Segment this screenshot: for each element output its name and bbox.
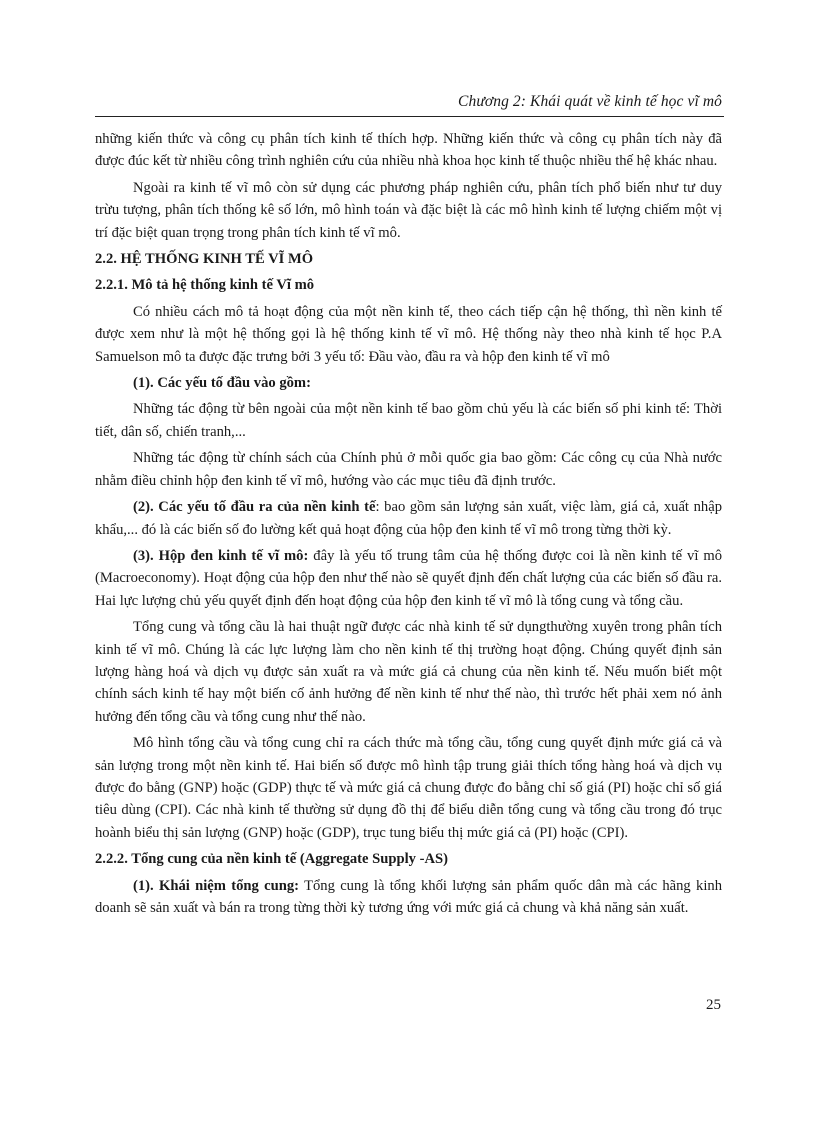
black-box-label: (3). Hộp đen kinh tế vĩ mô:	[133, 547, 309, 564]
chapter-header: Chương 2: Khái quát về kinh tế học vĩ mô	[458, 93, 722, 110]
paragraph-aggregate-supply-demand: Tổng cung và tổng cầu là hai thuật ngữ được các nhà kinh tế sử dụngthường xuyên trong phân tích kinh tế vĩ mô. Chúng là các lực lượng làm cho nền kinh tế thị trường hoạt động. Chúng quyết định sản lượng hàng hoá và dịch vụ được sản xuất ra và mức giá cả chung của nền kinh tế. Nếu muốn biết một chính sách kinh tế hay một biến cố ảnh hưởng đế nền kinh tế như thế nào, thì trước hết phải xem nó ảnh hưởng đến tổng cầu và tổng cung như thế nào.	[95, 619, 722, 725]
paragraph-methods: Ngoài ra kinh tế vĩ mô còn sử dụng các phương pháp nghiên cứu, phân tích phổ biến như tư duy trừu tượng, phân tích thống kê số lớn, mô hình toán và đặc biệt là các mô hình kinh tế lượng chiếm một vị trí đặc biệt quan trọng trong phân tích kinh tế vĩ mô.	[95, 179, 722, 241]
subsection-heading-2-2-1: 2.2.1. Mô tả hệ thống kinh tế Vĩ mô	[95, 277, 315, 294]
page-number: 25	[706, 997, 721, 1013]
outputs-label: (2). Các yếu tố đầu ra của nền kinh tế	[133, 499, 376, 516]
paragraph-supply-concept	[95, 875, 722, 920]
outputs-text: : bao gồm sản lượng sản xuất, việc làm, giá cả, xuất nhập khẩu,... đó là các biến số đo lường kết quả hoạt động của hộp đen kinh tế vĩ mô trong từng thời kỳ.	[95, 499, 722, 538]
paragraph-policy-factors: Những tác động từ chính sách của Chính phủ ở mỗi quốc gia bao gồm: Các công cụ của Nhà nước nhằm điều chỉnh hộp đen kinh tế vĩ mô, hướng vào các mục tiêu đã định trước.	[95, 450, 722, 489]
paragraph-ad-as-model: Mô hình tổng cầu và tổng cung chỉ ra cách thức mà tổng cầu, tổng cung quyết định mức giá cả và sản lượng trong một nền kinh tế. Hai biến số được mô hình tập trung giải thích tổng hàng hoá và dịch vụ được đo bằng (GNP) hoặc (GDP) thực tế và mức giá cả chung được đo bằng chỉ số giá (PI) hoặc chỉ số giá tiêu dùng (CPI). Các nhà kinh tế thường sử dụng đồ thị để biểu diễn tổng cung và tổng cầu trong đó trục hoành biểu thị sản lượng (GNP) hoặc (GDP), trục tung biểu thị mức giá cả (PI) hoặc (CPI).	[95, 735, 722, 841]
header-divider	[95, 116, 724, 117]
paragraph-system-description: Có nhiều cách mô tả hoạt động của một nền kinh tế, theo cách tiếp cận hệ thống, thì nền kinh tế được xem như là một hệ thống gọi là hệ thống kinh tế vĩ mô. Hệ thống này theo nhà kinh tế học P.A Samuelson mô ta được đặc trưng bởi 3 yếu tố: Đầu vào, đầu ra và hộp đen kinh tế vĩ mô	[95, 303, 722, 365]
paragraph-black-box	[95, 545, 722, 612]
paragraph-external-factors: Những tác động từ bên ngoài của một nền kinh tế bao gồm chủ yếu là các biến số phi kinh tế: Thời tiết, dân số, chiến tranh,...	[95, 401, 722, 440]
subsection-heading-2-2-2: 2.2.2. Tổng cung của nền kinh tế (Aggregate Supply -AS)	[95, 851, 449, 868]
supply-concept-label: (1). Khái niệm tổng cung:	[133, 877, 300, 894]
supply-concept-text: Tổng cung là tổng khối lượng sản phẩm quốc dân mà các hãng kinh doanh sẽ sản xuất và bán ra trong từng thời kỳ tương ứng với mức giá cả chung và khả năng sản xuất.	[95, 877, 722, 916]
section-heading-2-2: 2.2. HỆ THỐNG KINH TẾ VĨ MÔ	[95, 251, 314, 268]
paragraph-continuation: những kiến thức và công cụ phân tích kinh tế thích hợp. Những kiến thức và công cụ phân tích này đã được đúc kết từ nhiều công trình nghiên cứu của nhiều nhà khoa học kinh tế thuộc nhiều thế hệ khác nhau.	[95, 131, 722, 170]
inputs-heading: (1). Các yếu tố đầu vào gồm:	[133, 375, 311, 392]
page-content	[95, 128, 722, 923]
black-box-text: đây là yếu tố trung tâm của hệ thống được coi là nền kinh tế vĩ mô (Macroeconomy). Hoạt động của hộp đen như thế nào sẽ quyết định đến chất lượng của các biến số đầu ra. Hai lực lượng chủ yếu quyết định đến hoạt động của hộp đen kinh tế vĩ mô là tổng cung và tổng cầu.	[95, 547, 722, 609]
paragraph-outputs	[95, 496, 722, 541]
